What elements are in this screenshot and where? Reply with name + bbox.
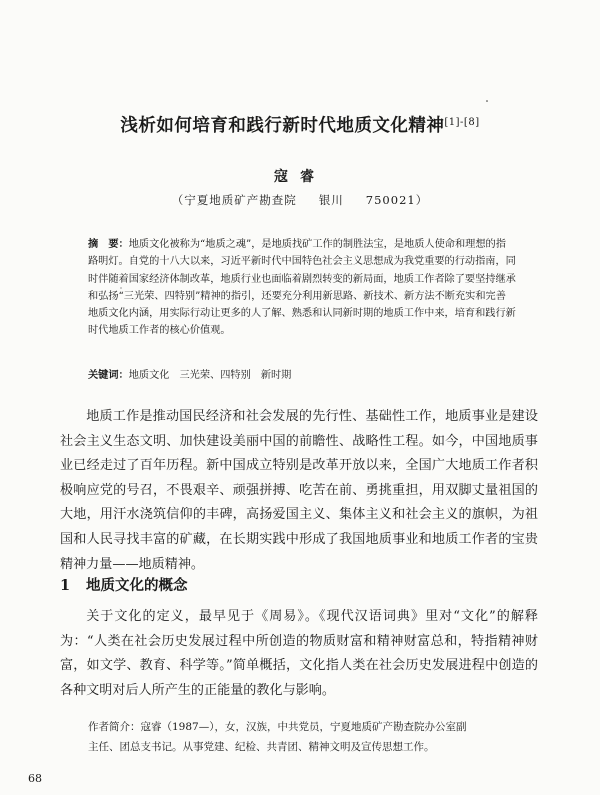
abstract-label: 摘 要： bbox=[88, 238, 129, 250]
affiliation-org: （宁夏地质矿产勘查院 bbox=[171, 193, 297, 207]
title-text: 浅析如何培育和践行新时代地质文化精神 bbox=[120, 116, 445, 136]
footnote-line-2: 主任、团总支书记。从事党建、纪检、共青团、精神文明及宣传思想工作。 bbox=[88, 741, 435, 753]
title-reference: [1]-[8] bbox=[444, 117, 480, 128]
keyword-item: 地质文化 bbox=[128, 370, 170, 381]
keywords-label: 关键词： bbox=[88, 369, 129, 381]
page-number: 68 bbox=[28, 772, 42, 785]
author-name: 寇睿 bbox=[274, 169, 326, 185]
footnote-line-1: 寇睿（1987—），女，汉族，中共党员，宁夏地质矿产勘查院办公室副 bbox=[140, 721, 467, 733]
body-paragraph-2: 关于文化的定义，最早见于《周易》。《现代汉语词典》里对“文化”的解释为：“人类在社会历史发展过程中所创造的物质财富和精神财富总和，特指精神财富，如文学、教育、科学等。”简单概括，文化指人类在社会历史发展进程中创造的各种文明对后人所产生的正能量的教化与影响。 bbox=[60, 609, 538, 698]
section-title: 地质文化的概念 bbox=[86, 577, 188, 594]
abstract-text: 地质文化被称为“地质之魂”，是地质找矿工作的制胜法宝，是地质人使命和理想的指路明灯。自党的十八大以来，习近平新时代中国特色社会主义思想成为我党重要的行动指南，同时伴随着国家经济体制改革，地质行业也面临着剧烈转变的新局面，地质工作者除了要坚持继承和弘扬“三光荣、四特别”精神的指引，还要充分利用新思路、新技术、新方法不断充实和完善地质文化内涵，用实际行动让更多的人了解、熟悉和认同新时期的地质工作中来，培育和践行新时代地质工作者的核心价值观。 bbox=[88, 239, 516, 337]
keyword-item: 新时期 bbox=[260, 370, 292, 381]
affiliation-postcode: 750021） bbox=[365, 193, 429, 207]
affiliation-city: 银川 bbox=[318, 193, 344, 207]
section-number: 1 bbox=[60, 577, 71, 594]
footnote-label: 作者简介： bbox=[88, 721, 141, 733]
keyword-item: 三光荣、四特别 bbox=[179, 370, 251, 381]
body-paragraph-1: 地质工作是推动国民经济和社会发展的先行性、基础性工作，地质事业是建设社会主义生态文明、加快建设美丽中国的前瞻性、战略性工程。如今，中国地质事业已经走过了百年历程。新中国成立特别是改革开放以来，全国广大地质工作者积极响应党的号召，不畏艰辛、顽强拼搏、吃苦在前、勇挑重担，用双脚丈量祖国的大地，用汗水浇筑信仰的丰碑，高扬爱国主义、集体主义和社会主义的旗帜，为祖国和人民寻找丰富的矿藏，在长期实践中形成了我国地质事业和地质工作者的宝贵精神力量——地质精神。 bbox=[60, 409, 538, 572]
